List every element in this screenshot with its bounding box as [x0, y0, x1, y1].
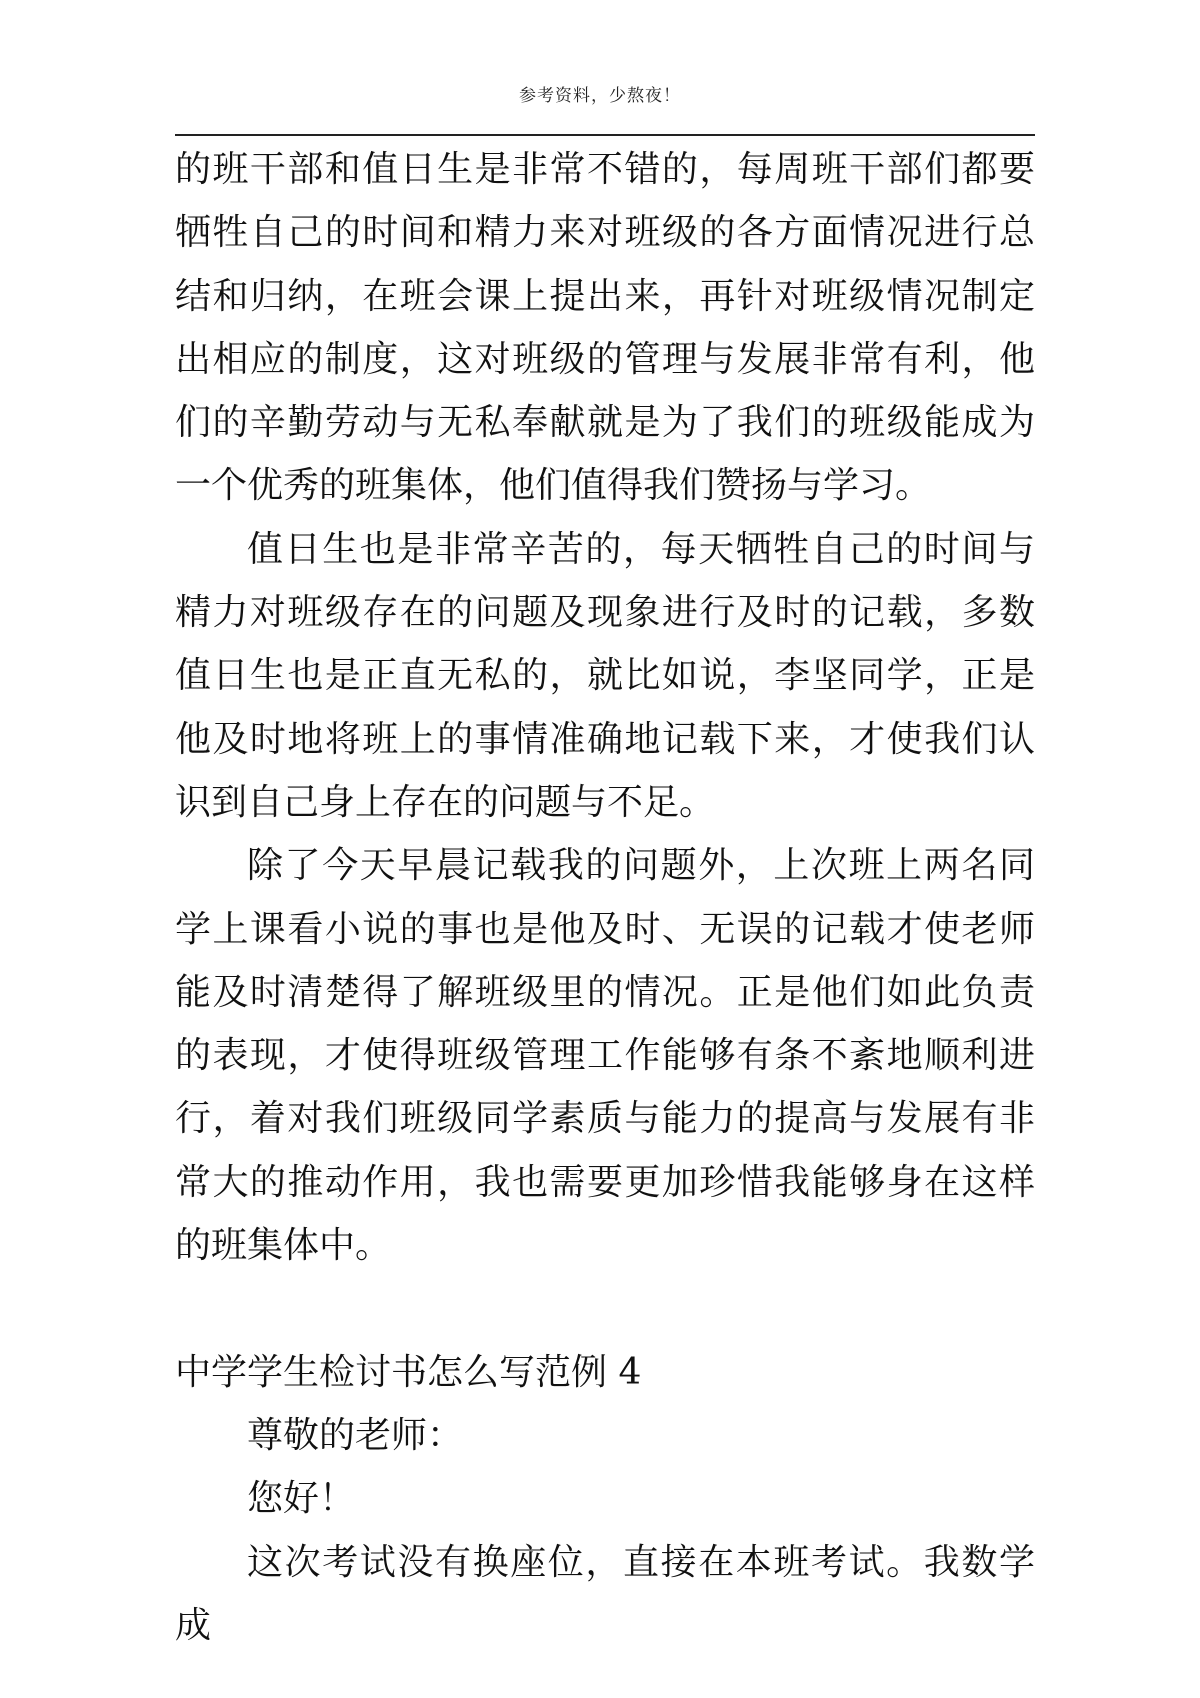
greeting: 您好！: [247, 1478, 356, 1520]
page-header: 参考资料，少熬夜！: [519, 86, 681, 106]
paragraph-1: 的班干部和值日生是非常不错的，每周班干部们都要牺牲自己的时间和精力来对班级的各方面情况进行总结和归纳，在班会课上提出来，再针对班级情况制定出相应的制度，这对班级的管理与发展非常有利，他们的辛勤劳动与无私奉献就是为了我们的班级能成为一个优秀的班集体，他们值得我们赞扬与学习。: [175, 149, 1035, 507]
paragraph-2: 值日生也是非常辛苦的，每天牺牲自己的时间与精力对班级存在的问题及现象进行及时的记载，多数值日生也是正直无私的，就比如说，李坚同学，正是他及时地将班上的事情准确地记载下来，才使我们认识到自己身上存在的问题与不足。: [175, 528, 1035, 823]
section-heading: 中学学生检讨书怎么写范例 4: [175, 1351, 642, 1393]
paragraph-3: 除了今天早晨记载我的问题外，上次班上两名同学上课看小说的事也是他及时、无误的记载才使老师能及时清楚得了解班级里的情况。正是他们如此负责的表现，才使得班级管理工作能够有条不紊地顺利进行，着对我们班级同学素质与能力的提高与发展有非常大的推动作用，我也需要更加珍惜我能够身在这样的班集体中。: [175, 845, 1035, 1267]
salutation: 尊敬的老师：: [247, 1414, 464, 1456]
header-divider: [175, 134, 1035, 136]
blank-line: [175, 1277, 1035, 1340]
paragraph-4: 这次考试没有换座位，直接在本班考试。我数学成: [175, 1541, 1035, 1646]
document-body: [175, 138, 1035, 1657]
